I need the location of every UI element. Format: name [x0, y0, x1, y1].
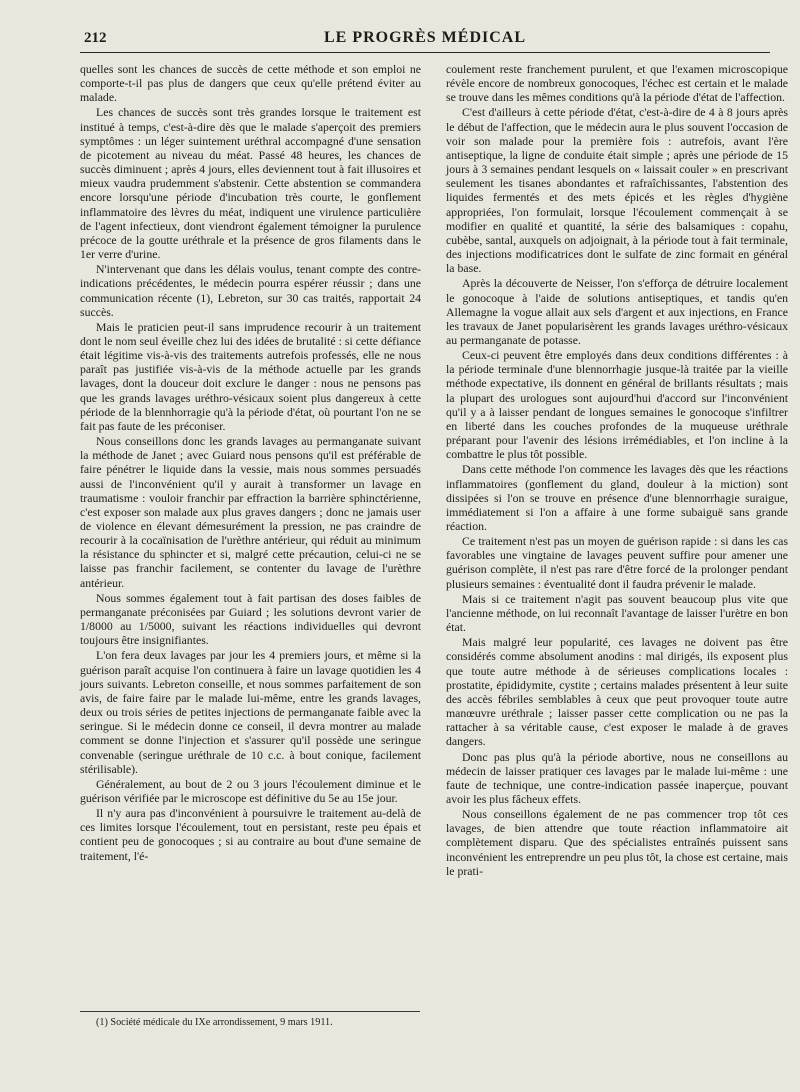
paragraph: Mais si ce traitement n'agit pas souvent beaucoup plus vite que l'ancienne méthode, on lui reconnaît l'avantage de laisser l'urètre en bon état. — [446, 591, 788, 635]
paragraph: Les chances de succès sont très grandes lorsque le traitement est institué à temps, c'est-à-dire dès que le malade s'aperçoit des premiers symptômes : un léger suintement uréthral accompagné d'une sensation de picotement au niveau du méat. Passé 48 heures, les chances de succès diminuent ; après 4 jours, elles deviennent tout à fait illusoires et mieux vaudra prudemment s'abstenir. Cette abstention se commandera encore lorsqu'une période d'incubation très courte, le gonflement inflammatoire des lèvres du méat, indiquent une virulence particulière de l'agent infectieux, dont viendront également témoigner la purulence précoce de la goutte uréthrale et la présence de gros filaments dans le 1er verre d'urine. — [80, 105, 421, 262]
page-header — [80, 28, 770, 53]
paragraph: Il n'y aura pas d'inconvénient à poursuivre le traitement au-delà de ces limites lorsque l'écoulement, tout en persistant, reste peu épais et contient peu de gonocoques ; si au contraire au bout d'une semaine de traitement, l'é- — [80, 806, 421, 863]
paragraph: Ce traitement n'est pas un moyen de guérison rapide : si dans les cas favorables une vingtaine de lavages peuvent suffire pour amener une guérison complète, il n'est pas rare d'être forcé de la prolonger pendant plusieurs semaines : éventualité dont il faudra prévenir le malade. — [446, 534, 788, 591]
footnote: (1) Société médicale du IXe arrondissement, 9 mars 1911. — [96, 1017, 333, 1028]
paragraph: C'est d'ailleurs à cette période d'état, c'est-à-dire de 4 à 8 jours après le début de l'affection, que le médecin aura le plus souvent l'occasion de voir son malade pour la première fois : autrefois, avant l'ère antiseptique, la ligne de conduite était simple ; après une période de 15 jours à 3 semaines pendant lesquels on « laissait couler » en prescrivant seulement les tisanes abondantes et rafraîchissantes, l'abstention des liquides fermentés et des mets épicés et les règles d'hygiène appropriées, l'on formulait, lorsque l'écoulement commençait à se modifier en qualité et quantité, la série des balsamiques : copahu, cubèbe, santal, auxquels on adjoignait, à la période tout à fait terminale, des injections modificatrices dont le sulfate de zinc formait en général la base. — [446, 105, 788, 276]
paragraph: Dans cette méthode l'on commence les lavages dès que les réactions inflammatoires (gonflement du gland, douleur à la miction) sont dissipées si l'on se trouve en présence d'une blennorrhagie suraigue, immédiatement si l'on a affaire à une forme subaiguë sans grande réaction. — [446, 462, 788, 533]
paragraph: L'on fera deux lavages par jour les 4 premiers jours, et même si la guérison paraît acquise l'on continuera à faire un lavage quotidien les 4 jours suivants. Lebreton conseille, et nous sommes parfaitement de son avis, de faire faire par le malade lui-même, entre les grands lavages, deux ou trois séries de petites injections de permanganate faible avec la seringue. Si le médecin donne ce conseil, il devra montrer au malade comment se donne l'injection et s'assurer qu'il possède une seringue convenable (seringue uréthrale de 10 c.c. à bout conique, facilement stérilisable). — [80, 648, 421, 776]
paragraph: Généralement, au bout de 2 ou 3 jours l'écoulement diminue et le guérison vérifiée par le microscope est définitive du 5e au 15e jour. — [80, 776, 421, 805]
journal-title: LE PROGRÈS MÉDICAL — [323, 29, 527, 46]
paragraph: Ceux-ci peuvent être employés dans deux conditions différentes : à la période terminale d'une blennorrhagie jusque-là traitée par la vieille méthode expectative, ils donnent en général de brillants résultats ; mais la plupart des urologues sont aujourd'hui d'accord sur l'inconvénient qu'il y a à laisser pendant de longues semaines le gonocoque s'infiltrer en liberté dans les couches profondes de la muqueuse uréthrale préparant pour l'avenir des lésions irrémédiables, et l'on incline à la combattre le plus tôt possible. — [446, 348, 788, 462]
left-column — [80, 62, 421, 864]
right-column — [446, 62, 788, 879]
paragraph: Nous conseillons également de ne pas commencer trop tôt ces lavages, de bien attendre que toute réaction inflammatoire ait complètement disparu. Que des spécialistes entraînés puissent sans inconvénient les entreprendre un peu plus tôt, la chose est certaine, mais le prati- — [446, 807, 788, 878]
paragraph: coulement reste franchement purulent, et que l'examen microscopique révèle encore de nombreux gonocoques, l'échec est certain et le malade se trouve dans les mêmes conditions qu'à la période d'état de l'affection. — [446, 62, 788, 105]
paragraph: Après la découverte de Neisser, l'on s'efforça de détruire localement le gonocoque à l'aide de solutions antiseptiques, et tandis qu'en Allemagne la vogue allait aux sels d'argent et aux injections, en France les travaux de Janet popularisèrent les grands lavages uréthro-vésicaux au permanganate de potasse. — [446, 276, 788, 347]
paragraph: N'intervenant que dans les délais voulus, tenant compte des contre-indications précédentes, le médecin pourra espérer réussir ; dans une communication récente (1), Lebreton, sur 30 cas traités, rapportait 24 succès. — [80, 262, 421, 319]
footnote-rule — [80, 1011, 420, 1012]
paragraph: quelles sont les chances de succès de cette méthode et son emploi ne comporte-t-il pas plus de dangers que ceux qu'elle prétend éviter au malade. — [80, 62, 421, 105]
page-number: 212 — [84, 30, 107, 46]
paragraph: Nous sommes également tout à fait partisan des doses faibles de permanganate préconisées par Guiard ; les solutions devront varier de 1/8000 au 1/5000, suivant les réactions individuelles qui devront toujours être insignifiantes. — [80, 590, 421, 648]
paragraph: Mais malgré leur popularité, ces lavages ne doivent pas être considérés comme absolument anodins : mal dirigés, ils exposent plus que toute autre méthode à de sérieuses complications locales : prostatite, épididymite, cystite ; certains malades présentent à leur suite des accès fébriles semblables à ceux que peut provoquer toute autre manœuvre uréthrale ; laisser passer cette complication ou ne pas la rattacher à sa véritable cause, c'est exposer le malade à de graves dangers. — [446, 635, 788, 749]
paragraph: Donc pas plus qu'à la période abortive, nous ne conseillons au médecin de laisser pratiquer ces lavages par le malade lui-même : une faute de technique, une contre-indication passée inaperçue, pouvant avoir les plus fâcheux effets. — [446, 749, 788, 806]
paragraph: Mais le praticien peut-il sans imprudence recourir à un traitement dont le nom seul éveille chez lui des idées de brutalité : si cette défiance était légitime vis-à-vis des traitements autrefois professés, elle ne nous paraît pas justifiée vis-à-vis de la méthode actuelle par les grands lavages, dont la douceur doit exclure le danger : nous ne pensons pas que les grands lavages uréthro-vésicaux soient plus dangereux à cette période de la blennhorragie qu'à la période d'état, où pourtant l'on ne se fait pas faute de les préconiser. — [80, 319, 421, 433]
paragraph: Nous conseillons donc les grands lavages au permanganate suivant la méthode de Janet ; avec Guiard nous pensons qu'il est préférable de faire pénétrer le liquide dans la vessie, mais nous sommes persuadés aussi de l'inconvénient qu'il y aurait à transformer un lavage en traumatisme : vouloir franchir par effraction la barrière sphinctérienne, c'est exposer son malade aux plus graves dangers ; donc ne jamais user de violence en élevant démesurément la pression, ne pas craindre de recourir à la cocaïnisation de l'urèthre antérieur, qui réduit au minimum la résistance du sphincter et si, malgré cette précaution, celui-ci ne se laisse pas franchir facilement, se contenter du lavage de l'urèthre antérieur. — [80, 434, 421, 590]
